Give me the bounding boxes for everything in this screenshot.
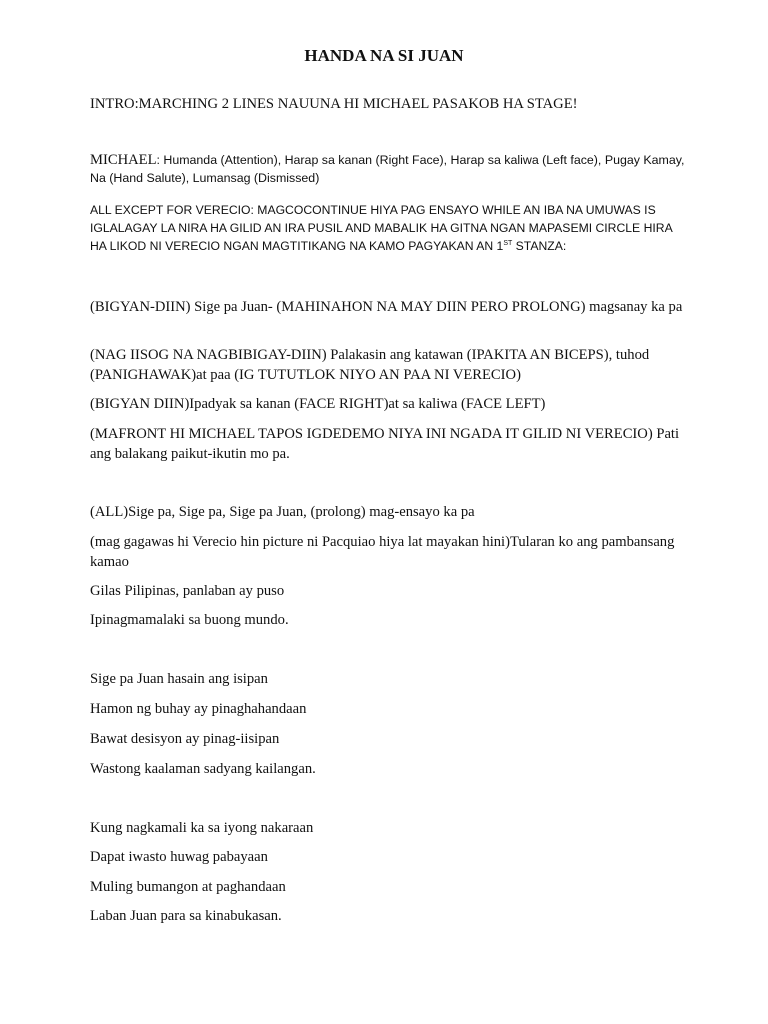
stanza4-line: Kung nagkamali ka sa iyong nakaraan [90,820,314,836]
stanza2-line: Gilas Pilipinas, panlaban ay puso [90,583,285,599]
stanza4-line: Laban Juan para sa kinabukasan. [90,908,282,924]
stage-direction-tail: STANZA: [512,239,567,253]
stage-direction-text: ALL EXCEPT FOR VERECIO: MAGCOCONTINUE HIYA PAG ENSAYO WHILE AN IBA NA UMUWAS IS IGLALAGAY LA NIRA HA GILID AN IRA PUSIL AND MABALIK HA GITNA NGAN MAPASEMI CIRCLE HIRA HA LIKOD NI VERECIO NGAN MAGTITIKANG NA KAMO PAGYAKAN AN 1 [90,203,673,253]
document-title: HANDA NA SI JUAN [304,46,464,65]
stanza4-line: Muling bumangon at paghandaan [90,879,286,895]
stanza1-line: (BIGYAN DIIN)Ipadyak sa kanan (FACE RIGHT)at sa kaliwa (FACE LEFT) [90,396,546,412]
stanza3-line: Wastong kaalaman sadyang kailangan. [90,761,316,777]
intro-line: INTRO:MARCHING 2 LINES NAUUNA HI MICHAEL PASAKOB HA STAGE! [90,96,578,112]
stanza1-line: (BIGYAN-DIIN) Sige pa Juan- (MAHINAHON NA MAY DIIN PERO PROLONG) magsanay ka pa [90,299,683,315]
stanza3-line: Bawat desisyon ay pinag-iisipan [90,731,280,747]
stage-direction [90,201,690,255]
stanza3-line: Hamon ng buhay ay pinaghahandaan [90,701,307,717]
stanza4-line: Dapat iwasto huwag pabayaan [90,849,268,865]
ordinal-suffix: ST [503,239,513,247]
stanza2-line: Ipinagmamalaki sa buong mundo. [90,612,289,628]
michael-line [90,151,690,187]
stanza2-line: (ALL)Sige pa, Sige pa, Sige pa Juan, (prolong) mag-ensayo ka pa [90,504,475,520]
michael-commands: : Humanda (Attention), Harap sa kanan (Right Face), Harap sa kaliwa (Left face), Pugay Kamay, Na (Hand Salute), Lumansag (Dismissed) [90,153,685,185]
stanza1-line: (MAFRONT HI MICHAEL TAPOS IGDEDEMO NIYA INI NGADA IT GILID NI VERECIO) Pati ang balakang paikut-ikutin mo pa. [90,426,680,462]
stanza1-line: (NAG IISOG NA NAGBIBIGAY-DIIN) Palakasin ang katawan (IPAKITA AN BICEPS), tuhod (PANIGHAWAK)at paa (IG TUTUTLOK NIYO AN PAA NI VERECIO) [90,347,650,383]
speaker-name: MICHAEL [90,152,157,168]
stanza3-line: Sige pa Juan hasain ang isipan [90,671,268,687]
stanza2-line: (mag gagawas hi Verecio hin picture ni Pacquiao hiya lat mayakan hini)Tularan ko ang pambansang kamao [90,534,675,570]
